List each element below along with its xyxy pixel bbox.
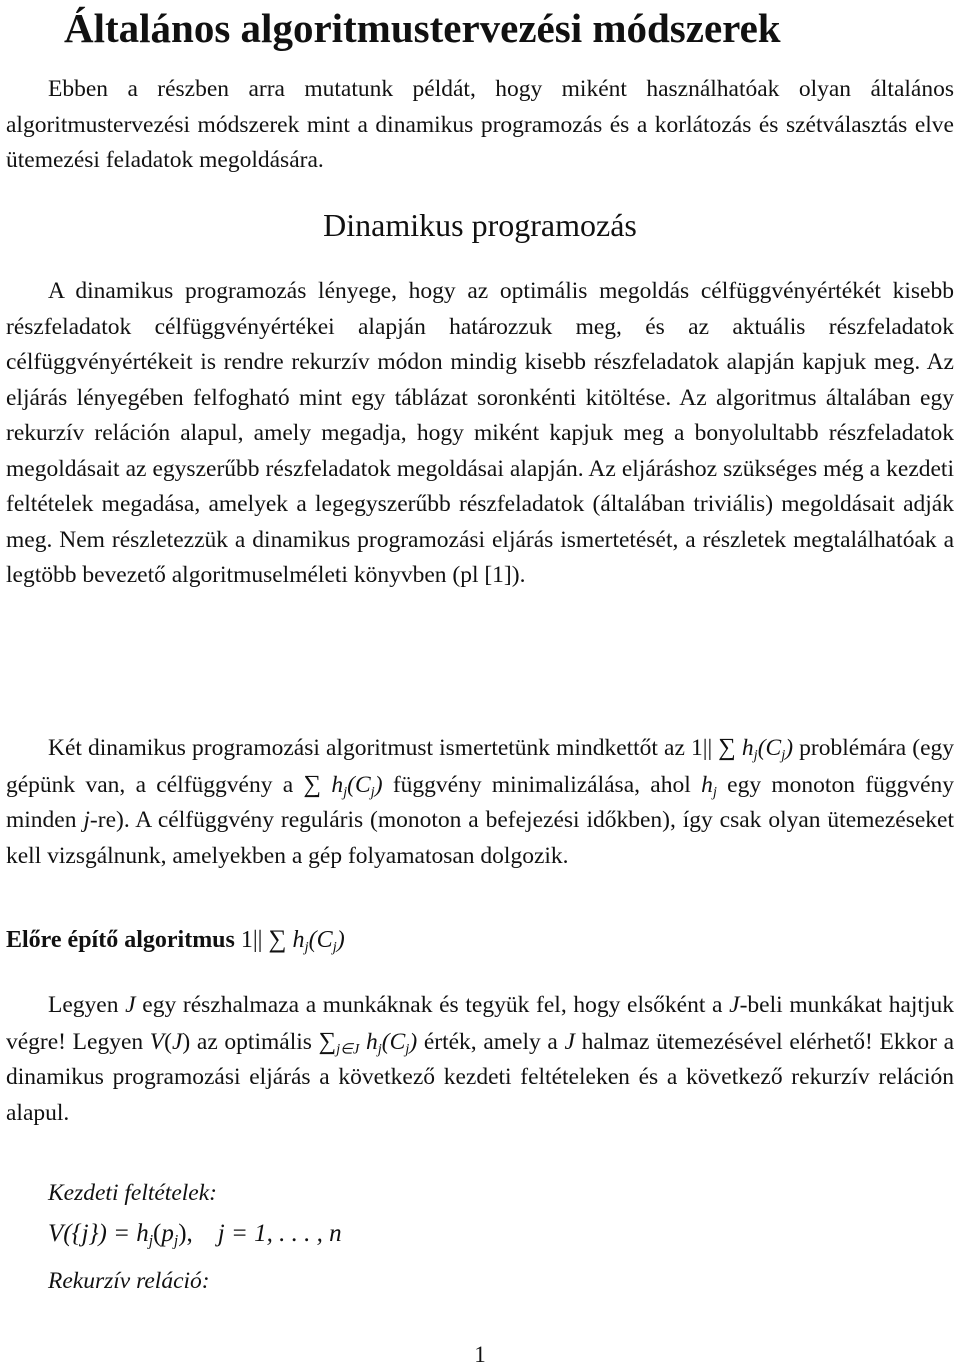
eq-rhs: j = 1, . . . , n [217,1220,342,1247]
text-run: -beli munkákat hajtjuk végre! Legyen [6,992,954,1055]
math-J: J [564,1028,575,1055]
text-run: halmaz ütemezésével elérhető! Ekkor a dinamikus programozási eljárás a következő kezdeti feltételeken és a következő rekurzív reláción alapul. [6,1028,954,1126]
sum-index: j∈J [336,1040,360,1057]
math-J: J [171,1028,183,1055]
text-run: érték, amely a [417,1028,565,1055]
text-run: egy monoton függvény minden [6,771,954,833]
subsection-problem: 1|| [240,927,263,953]
math-J: J [125,992,136,1018]
sum-symbol: ∑ [318,1027,337,1055]
math-hj: $h_j$ [701,771,717,800]
text-run: az optimális [190,1028,319,1055]
section-paragraph-1: A dinamikus programozás lényege, hogy az optimális megoldás célfüggvényértékét kisebb részfeladatok célfüggvényértékei alapján határozzuk meg, és az aktuális részfeladatok célfüggvényértékeit is rendre rekurzív módon mindig kisebb részfeladatok alapján kapjuk meg. Az eljárás lényegében felfogható mint egy táblázat soronkénti kitöltése. Az algoritmus általában egy rekurzív reláción alapul, amely megadja, hogy miként kapjuk meg a bonyolultabb részfeladatok megoldásait az egyszerűbb részfeladatok megoldásai alapján. Az eljáráshoz szükséges még a kezdeti feltételek megadása, amelyek a legegyszerűbb részfeladatok (általában triviális) megoldásait adják meg. Nem részletezzük a dinamikus programozási eljárás ismertetését, a részletek megtalálhatóak a legtöbb bevezető algoritmuselméleti könyvben (pl [1]). [6,278,954,588]
page-number: 1 [474,1342,486,1367]
text-run: problémára (egy gépünk van, a célfüggvény a [6,735,955,798]
intro-paragraph: Ebben a részben arra mutatunk példát, hogy miként használhatóak olyan általános algoritmustervezési módszerek mint a dinamikus programozás és a korlátozás és szétválasztás elve ütemezési feladatok megoldására. [6,76,954,173]
math-J: J [729,992,740,1018]
text-run: Két dinamikus programozási algoritmust ismertetünk mindkettőt az 1|| [48,735,713,761]
math-hj: $h_j(C_j)$ [741,735,794,764]
section-paragraph-2 [6,730,954,874]
sum-symbol: ∑ [718,734,736,761]
initial-condition-equation: $V(\{j\}) = h_j(p_j)$, j = 1, . . . , n [48,1220,342,1250]
text-run: függvény minimalizálása, ahol [382,771,702,798]
subsection-paragraph: Legyen J egy részhalmaza a munkáknak és tegyük fel, hogy elsőként a J-beli munkákat hajtjuk végre! Legyen V(J) az optimális $\sum_{j\in J}$ $h_j(C_j)$ érték, amely a J halmaz ütemezésével elérhető! Ekkor a dinamikus programozási eljárás a következő kezdeti feltételeken és a következő rekurzív reláción alapul. [6,992,954,1126]
eq-lhs: V({j}) = h [48,1220,149,1247]
math-j: j [83,807,90,833]
section-title: Dinamikus programozás [323,207,637,243]
recursive-relation-label: Rekurzív reláció: [48,1268,210,1294]
subsection-heading [6,920,345,960]
text-run: Legyen [48,992,126,1018]
text-run: -re). A célfüggvény reguláris (monoton a befejezési időkben), így csak olyan ütemezéseket kell vizsgálnunk, amelyekben a gép folyamatosan dolgozik. [6,807,954,869]
subsection-title: Előre építő algoritmus [6,927,235,953]
math-hj: $h_j(C_j)$ [292,927,345,956]
math-hj: $h_j(C_j)$ [331,771,383,800]
initial-conditions-label: Kezdeti feltételek: [48,1180,217,1206]
sum-symbol: ∑ [303,770,322,798]
eq-sub: j [173,1232,179,1250]
eq-p: p [161,1220,174,1247]
page-title: Általános algoritmustervezési módszerek [64,5,781,51]
math-hj: $h_j(C_j)$ [366,1028,418,1057]
text-run: egy részhalmaza a munkáknak és tegyük fel, hogy elsőként a [135,992,730,1018]
eq-sub: j [148,1232,154,1250]
math-VJ: V [149,1028,165,1055]
sum-symbol: ∑ [268,926,287,953]
